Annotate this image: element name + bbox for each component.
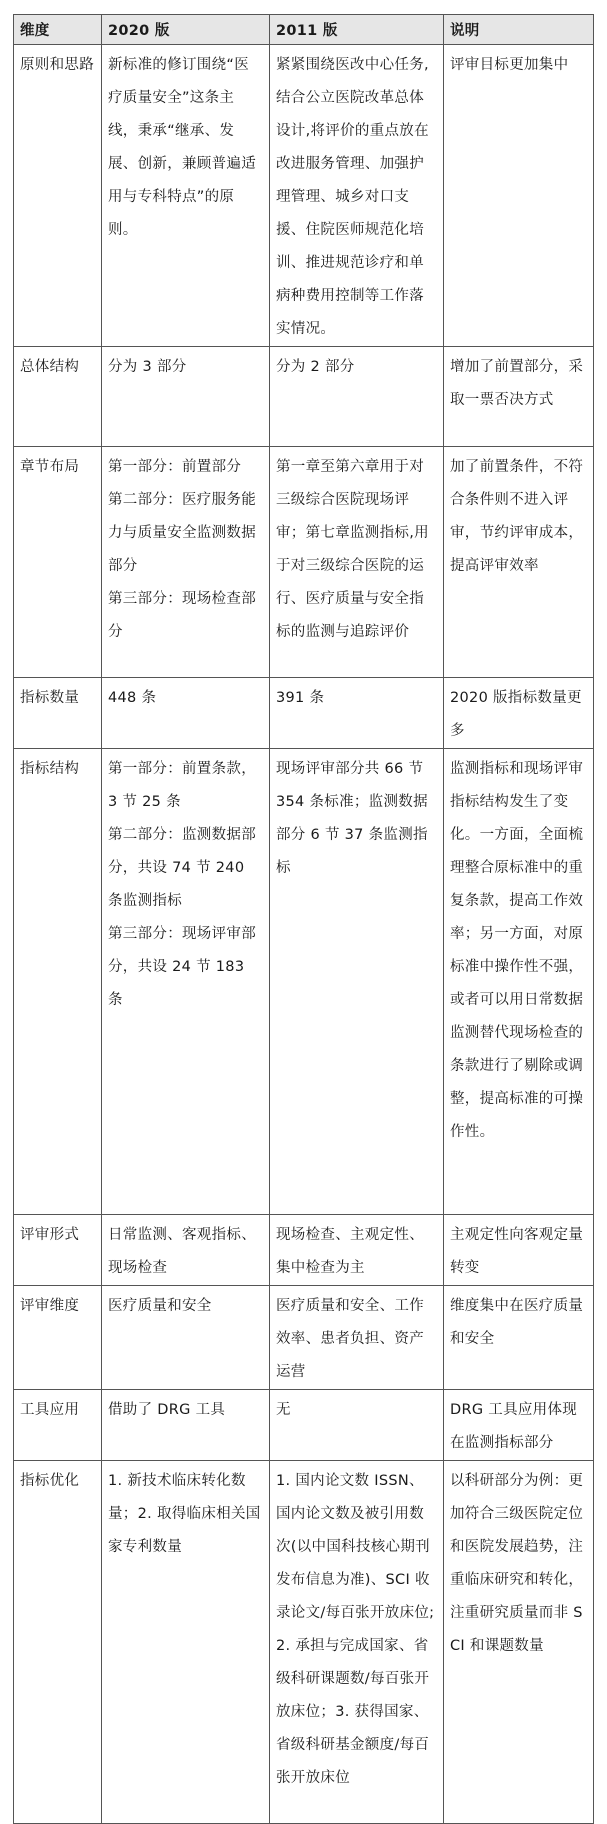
cell-2020: 日常监测、客观指标、现场检查 — [102, 1215, 270, 1286]
cell-note: 主观定性向客观定量转变 — [444, 1215, 594, 1286]
table-row — [14, 447, 594, 678]
cell-line: 第二部分：监测数据部分，共设 74 节 240 条监测指标 — [108, 827, 256, 909]
header-2020: 2020 版 — [102, 15, 270, 45]
cell-note: 以科研部分为例：更加符合三级医院定位和医院发展趋势，注重临床研究和转化，注重研究质量而非 SCI 和课题数量 — [444, 1461, 594, 1824]
cell-dimension: 评审形式 — [14, 1215, 102, 1286]
cell-dimension: 章节布局 — [14, 447, 102, 678]
cell-dimension: 评审维度 — [14, 1286, 102, 1390]
cell-dimension: 指标数量 — [14, 678, 102, 749]
cell-dimension: 总体结构 — [14, 347, 102, 447]
table-row — [14, 1390, 594, 1461]
cell-line: 第一部分：前置条款，3 节 25 条 — [108, 761, 256, 810]
cell-2011: 391 条 — [270, 678, 444, 749]
header-note: 说明 — [444, 15, 594, 45]
cell-note: 加了前置条件，不符合条件则不进入评审，节约评审成本，提高评审效率 — [444, 447, 594, 678]
cell-2011: 现场评审部分共 66 节 354 条标准；监测数据部分 6 节 37 条监测指标 — [270, 749, 444, 1215]
cell-line: 第一部分：前置部分 — [108, 459, 242, 475]
cell-dimension: 指标结构 — [14, 749, 102, 1215]
cell-2011: 分为 2 部分 — [270, 347, 444, 447]
table-row — [14, 347, 594, 447]
cell-2020: 分为 3 部分 — [102, 347, 270, 447]
cell-2020: 1. 新技术临床转化数量；2. 取得临床相关国家专利数量 — [102, 1461, 270, 1824]
cell-dimension: 原则和思路 — [14, 45, 102, 347]
header-2011: 2011 版 — [270, 15, 444, 45]
table-row — [14, 1286, 594, 1390]
cell-dimension: 指标优化 — [14, 1461, 102, 1824]
cell-2020: 448 条 — [102, 678, 270, 749]
cell-2011: 医疗质量和安全、工作效率、患者负担、资产运营 — [270, 1286, 444, 1390]
cell-2020 — [102, 447, 270, 678]
cell-2020: 医疗质量和安全 — [102, 1286, 270, 1390]
cell-note: 维度集中在医疗质量和安全 — [444, 1286, 594, 1390]
cell-2020 — [102, 749, 270, 1215]
cell-note: 评审目标更加集中 — [444, 45, 594, 347]
cell-2011: 无 — [270, 1390, 444, 1461]
cell-2011: 1. 国内论文数 ISSN、国内论文数及被引用数次(以中国科技核心期刊发布信息为准)、SCI 收录论文/每百张开放床位;2. 承担与完成国家、省级科研课题数/每百张开放床位；3. 获得国家、省级科研基金额度/每百张开放床位 — [270, 1461, 444, 1824]
cell-note: DRG 工具应用体现在监测指标部分 — [444, 1390, 594, 1461]
header-dimension: 维度 — [14, 15, 102, 45]
table-row — [14, 1461, 594, 1824]
comparison-table — [13, 14, 594, 1824]
cell-note: 监测指标和现场评审指标结构发生了变化。一方面，全面梳理整合原标准中的重复条款，提高工作效率；另一方面，对原标准中操作性不强，或者可以用日常数据监测替代现场检查的条款进行了剔除或调整，提高标准的可操作性。 — [444, 749, 594, 1215]
cell-dimension: 工具应用 — [14, 1390, 102, 1461]
table-row — [14, 45, 594, 347]
cell-note: 2020 版指标数量更多 — [444, 678, 594, 749]
cell-2020: 借助了 DRG 工具 — [102, 1390, 270, 1461]
table-header-row — [14, 15, 594, 45]
cell-line: 第三部分：现场检查部分 — [108, 591, 256, 640]
cell-line: 第三部分：现场评审部分，共设 24 节 183 条 — [108, 926, 256, 1008]
cell-2011: 紧紧围绕医改中心任务,结合公立医院改革总体设计,将评价的重点放在改进服务管理、加强护理管理、城乡对口支援、住院医师规范化培训、推进规范诊疗和单病种费用控制等工作落实情况。 — [270, 45, 444, 347]
table-row — [14, 749, 594, 1215]
table-row — [14, 1215, 594, 1286]
cell-2020: 新标准的修订围绕“医疗质量安全”这条主线，秉承“继承、发展、创新，兼顾普遍适用与专科特点”的原则。 — [102, 45, 270, 347]
cell-2011: 第一章至第六章用于对三级综合医院现场评审；第七章监测指标,用于对三级综合医院的运行、医疗质量与安全指标的监测与追踪评价 — [270, 447, 444, 678]
table-row — [14, 678, 594, 749]
cell-note: 增加了前置部分，采取一票否决方式 — [444, 347, 594, 447]
cell-2011: 现场检查、主观定性、集中检查为主 — [270, 1215, 444, 1286]
cell-line: 第二部分：医疗服务能力与质量安全监测数据部分 — [108, 492, 256, 574]
